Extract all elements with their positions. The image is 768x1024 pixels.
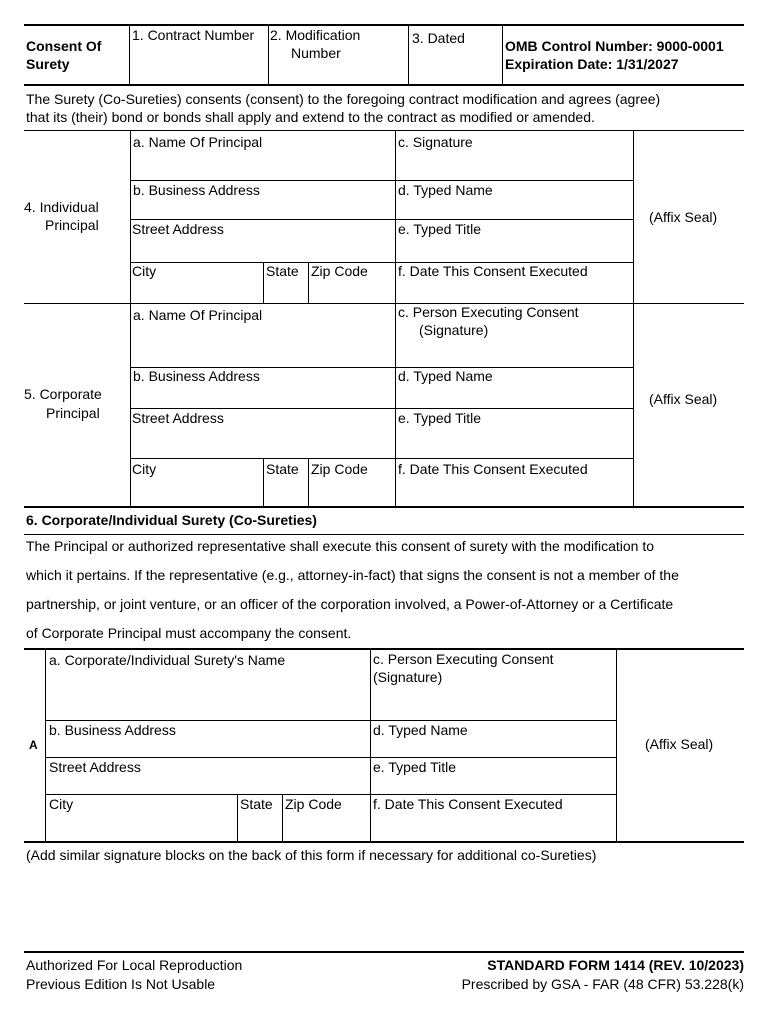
ind-zip-field[interactable] (309, 281, 395, 303)
surety-business-address-label: b. Business Address (49, 722, 176, 738)
contract-number-label: 1. Contract Number (132, 27, 255, 43)
surety-business-address-input[interactable] (46, 735, 370, 755)
corp-signature-label-line2: (Signature) (419, 322, 489, 338)
ind-name-label: a. Name Of Principal (133, 134, 263, 150)
surety-date-input[interactable] (371, 819, 616, 839)
ind-signature-input[interactable] (396, 158, 633, 178)
corp-signature-label: c. Person Executing Consent (398, 304, 579, 320)
contract-number-input[interactable] (130, 62, 268, 82)
corp-date-label: f. Date This Consent Executed (398, 461, 588, 477)
corp-business-address-input[interactable] (131, 386, 395, 406)
modification-number-label: 2. Modification (270, 27, 361, 43)
modification-number-label-line2: Number (291, 45, 341, 61)
surety-state-label: State (240, 796, 273, 812)
surety-heading: 6. Corporate/Individual Surety (Co-Sureties) (26, 512, 317, 528)
corp-zip-input[interactable] (309, 484, 395, 504)
ind-typed-title-label: e. Typed Title (398, 221, 482, 237)
previous-edition-note: Previous Edition Is Not Usable (26, 976, 216, 992)
ind-state-label: State (266, 263, 299, 279)
corp-typed-name-input[interactable] (396, 386, 633, 406)
surety-affix-seal: (Affix Seal) (645, 736, 714, 752)
corp-street-input[interactable] (131, 436, 395, 456)
surety-name-label: a. Corporate/Individual Surety's Name (49, 652, 286, 668)
section-rule (24, 303, 744, 304)
corp-state-field[interactable] (264, 480, 308, 506)
contract-number-field[interactable] (130, 46, 268, 84)
surety-signature-label: c. Person Executing Consent (373, 651, 554, 667)
surety-block-letter: A (29, 738, 38, 752)
divider (633, 131, 634, 303)
consent-text-line1: The Surety (Co-Sureties) consents (consent) to the foregoing contract modification and agrees (agree) (26, 91, 661, 107)
surety-signature-field[interactable] (371, 688, 616, 720)
surety-date-field[interactable] (371, 814, 616, 841)
surety-zip-input[interactable] (283, 819, 370, 839)
ind-typed-title-field[interactable] (396, 239, 633, 262)
header-bottom-rule (24, 84, 744, 86)
surety-typed-name-input[interactable] (371, 735, 616, 755)
ind-city-input[interactable] (131, 281, 263, 301)
surety-state-input[interactable] (238, 819, 282, 839)
ind-name-input[interactable] (131, 158, 395, 178)
expiration-date: Expiration Date: 1/31/2027 (505, 56, 679, 72)
ind-typed-title-input[interactable] (396, 240, 633, 260)
corp-typed-title-input[interactable] (396, 436, 633, 456)
surety-business-address-field[interactable] (46, 739, 370, 757)
form-title: Consent Of (26, 38, 102, 54)
corp-city-field[interactable] (131, 480, 263, 506)
corp-state-label: State (266, 461, 299, 477)
corp-signature-input[interactable] (396, 345, 633, 365)
ind-typed-name-field[interactable] (396, 199, 633, 219)
surety-name-input[interactable] (46, 698, 370, 718)
reproduction-note: Authorized For Local Reproduction (26, 957, 243, 973)
divider (633, 304, 634, 506)
ind-typed-name-input[interactable] (396, 197, 633, 217)
surety-street-input[interactable] (46, 772, 370, 792)
ind-date-field[interactable] (396, 281, 633, 303)
block-bottom-rule (24, 841, 744, 843)
ind-typed-name-label: d. Typed Name (398, 182, 493, 198)
ind-date-input[interactable] (396, 281, 633, 301)
surety-typed-name-label: d. Typed Name (373, 722, 468, 738)
ind-street-input[interactable] (131, 240, 395, 260)
corp-zip-field[interactable] (309, 480, 395, 506)
surety-paragraph-line3: partnership, or joint venture, or an officer of the corporation involved, a Power-of-Attorney or a Certificate (26, 596, 674, 612)
surety-typed-title-input[interactable] (371, 772, 616, 792)
corp-date-input[interactable] (396, 484, 633, 504)
corp-zip-label: Zip Code (311, 461, 368, 477)
surety-zip-field[interactable] (283, 814, 370, 841)
ind-city-label: City (132, 263, 157, 279)
ind-signature-label: c. Signature (398, 134, 473, 150)
prescribed-by: Prescribed by GSA - FAR (48 CFR) 53.228(k) (461, 976, 744, 992)
surety-signature-input[interactable] (371, 698, 616, 718)
surety-typed-title-label: e. Typed Title (373, 759, 457, 775)
corp-name-field[interactable] (131, 326, 395, 367)
corp-city-input[interactable] (131, 484, 263, 504)
corp-typed-title-field[interactable] (396, 428, 633, 458)
corporate-principal-label: 5. Corporate (24, 386, 102, 402)
surety-signature-label-line2: (Signature) (373, 669, 443, 685)
divider (616, 650, 617, 841)
corp-date-field[interactable] (396, 480, 633, 506)
corp-city-label: City (132, 461, 157, 477)
ind-business-address-field[interactable] (131, 199, 395, 219)
corp-name-label: a. Name Of Principal (133, 307, 263, 323)
ind-affix-seal: (Affix Seal) (649, 209, 718, 225)
surety-state-field[interactable] (238, 814, 282, 841)
ind-business-address-input[interactable] (131, 197, 395, 217)
corp-street-label: Street Address (132, 410, 224, 426)
section-rule (24, 130, 744, 131)
surety-typed-name-field[interactable] (371, 739, 616, 757)
surety-paragraph-line4: of Corporate Principal must accompany the consent. (26, 625, 352, 641)
ind-street-field[interactable] (131, 239, 395, 262)
ind-signature-field[interactable] (396, 152, 633, 180)
surety-typed-title-field[interactable] (371, 776, 616, 794)
surety-street-label: Street Address (49, 759, 141, 775)
ind-state-field[interactable] (264, 281, 308, 303)
form-title-line2: Surety (26, 56, 70, 72)
ind-street-label: Street Address (132, 221, 224, 237)
dated-field[interactable] (409, 48, 502, 84)
corp-typed-title-label: e. Typed Title (398, 410, 482, 426)
individual-principal-label-line2: Principal (45, 217, 99, 233)
ind-city-field[interactable] (131, 281, 263, 303)
surety-city-input[interactable] (46, 819, 237, 839)
row-rule (130, 458, 634, 459)
corp-affix-seal: (Affix Seal) (649, 391, 718, 407)
surety-zip-label: Zip Code (285, 796, 342, 812)
corp-name-input[interactable] (131, 345, 395, 365)
omb-control-number: OMB Control Number: 9000-0001 (505, 38, 724, 54)
surety-city-label: City (49, 796, 74, 812)
modification-number-field[interactable] (269, 62, 408, 84)
ind-business-address-label: b. Business Address (133, 182, 260, 198)
dated-label: 3. Dated (412, 30, 465, 46)
modification-number-input[interactable] (269, 62, 408, 82)
divider (502, 25, 503, 85)
footer-rule (24, 951, 744, 953)
surety-date-label: f. Date This Consent Executed (373, 796, 563, 812)
ind-state-input[interactable] (264, 281, 308, 301)
corp-signature-field[interactable] (396, 340, 633, 367)
surety-street-field[interactable] (46, 776, 370, 794)
additional-sureties-note: (Add similar signature blocks on the back of this form if necessary for additional co-Sureties) (26, 847, 597, 863)
individual-principal-label: 4. Individual (24, 199, 99, 215)
corp-state-input[interactable] (264, 484, 308, 504)
corp-typed-name-label: d. Typed Name (398, 368, 493, 384)
corp-street-field[interactable] (131, 428, 395, 458)
ind-zip-input[interactable] (309, 281, 395, 301)
corp-business-address-field[interactable] (131, 386, 395, 408)
corp-typed-name-field[interactable] (396, 386, 633, 408)
consent-text-line2: that its (their) bond or bonds shall apply and extend to the contract as modified or amended. (26, 109, 595, 125)
surety-paragraph-line2: which it pertains. If the representative (e.g., attorney-in-fact) that signs the consent is not a member of the (26, 567, 679, 583)
ind-zip-label: Zip Code (311, 263, 368, 279)
surety-city-field[interactable] (46, 814, 237, 841)
corp-business-address-label: b. Business Address (133, 368, 260, 384)
ind-date-label: f. Date This Consent Executed (398, 263, 588, 279)
section-rule (24, 534, 744, 535)
surety-name-field[interactable] (46, 670, 370, 720)
dated-input[interactable] (409, 62, 502, 82)
ind-name-field[interactable] (131, 152, 395, 180)
form-identifier: STANDARD FORM 1414 (REV. 10/2023) (487, 957, 744, 973)
surety-paragraph-line1: The Principal or authorized representative shall execute this consent of surety with the modification to (26, 538, 654, 554)
section-rule (24, 506, 744, 508)
corporate-principal-label-line2: Principal (46, 405, 100, 421)
